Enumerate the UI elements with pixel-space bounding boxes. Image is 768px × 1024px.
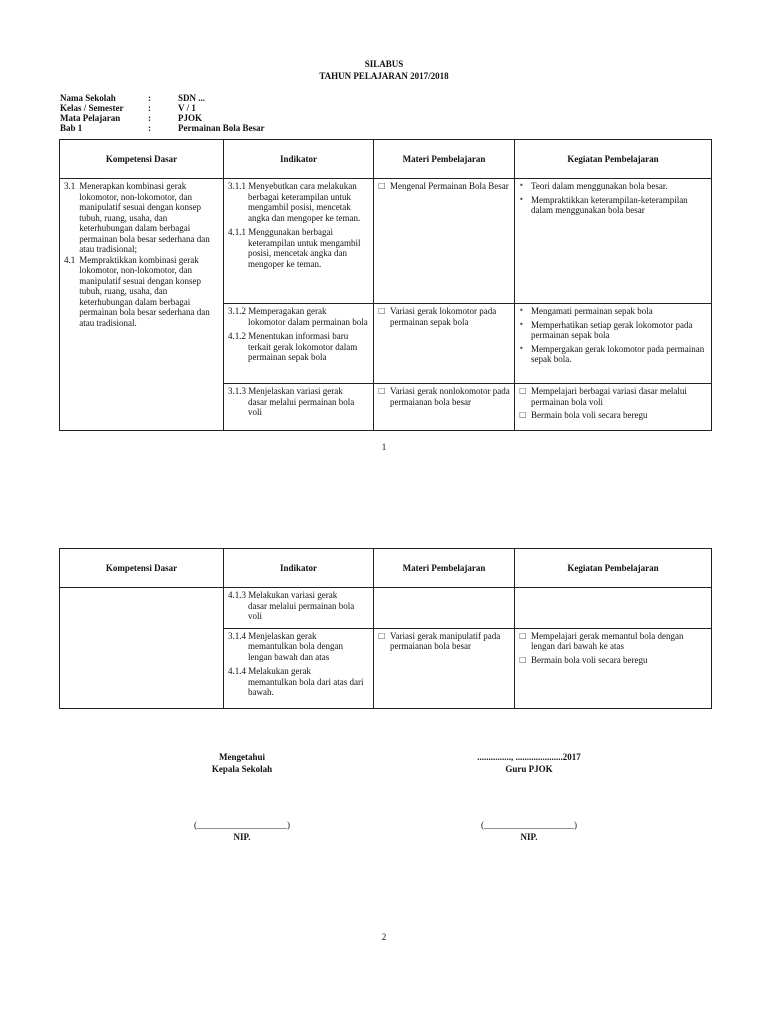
indikator-head: 3.1.4 Menjelaskan gerak <box>228 630 317 641</box>
list-item-text: Teori dalam menggunakan bola besar. <box>531 181 668 191</box>
indikator-head: 3.1.3 Menjelaskan variasi gerak <box>228 386 343 396</box>
metadata-row <box>60 123 265 133</box>
column-header: Materi Pembelajaran <box>374 140 515 179</box>
signature-caption: Mengetahui <box>219 752 265 762</box>
indikator-body: dasar melalui permainan bola voli <box>248 600 355 621</box>
list-item-text: Mempelajari berbagai variasi dasar melalui permainan bola voli <box>531 386 687 407</box>
table-row <box>60 179 712 304</box>
column-header: Kompetensi Dasar <box>60 140 224 179</box>
indikator-body: lokomotor dalam permainan bola <box>248 316 368 327</box>
metadata-colon: : <box>148 103 151 113</box>
kompetensi-text: Mempraktikkan kombinasi gerak lokomotor, non-lokomotor, dan manipulatif sesuai dengan konsep tubuh, ruang, usaha, dan keterhubungan dalam berbagai permainan bola besar sederhana dan atau tradisional. <box>79 254 210 328</box>
column-header: Indikator <box>224 140 374 179</box>
list-item-text: Mengenal Permainan Bola Besar <box>390 181 509 191</box>
indikator-head: 3.1.1 Menyebutkan cara melakukan <box>228 181 357 191</box>
metadata-key: Mata Pelajaran <box>60 113 121 123</box>
kompetensi-item <box>64 255 219 329</box>
list-item <box>519 320 707 341</box>
metadata-row <box>60 103 265 113</box>
list-item <box>378 181 510 192</box>
signature-blank: (____________________) <box>481 820 577 830</box>
page-number: 1 <box>381 442 387 452</box>
list-item <box>519 386 707 407</box>
kegiatan-cell <box>515 304 712 384</box>
signature-blank: (____________________) <box>194 820 290 830</box>
indikator-head: 4.1.2 Menentukan informasi baru <box>228 331 349 341</box>
list-item-text: Bermain bola voli secara beregu <box>531 410 648 420</box>
metadata-value: V / 1 <box>178 103 196 113</box>
materi-cell <box>374 628 515 708</box>
materi-cell <box>374 304 515 384</box>
list-item-text: Memperhatikan setiap gerak lokomotor pada permainan sepak bola <box>531 319 693 340</box>
column-header: Kegiatan Pembelajaran <box>515 549 712 588</box>
column-header: Kegiatan Pembelajaran <box>515 140 712 179</box>
kegiatan-cell <box>515 179 712 304</box>
list-item-text: Variasi gerak lokomotor pada permainan sepak bola <box>390 306 497 327</box>
kompetensi-number: 4.1 <box>64 254 76 265</box>
list-item-text: Mempergakan gerak lokomotor pada permainan sepak bola. <box>531 343 705 364</box>
kegiatan-cell <box>515 384 712 431</box>
indikator-item <box>228 181 369 223</box>
indikator-body: memantulkan bola dari atas dari bawah. <box>248 676 364 697</box>
indikator-item <box>228 631 369 663</box>
table-header-row <box>60 549 712 588</box>
list-item-text: Bermain bola voli secara beregu <box>531 654 648 665</box>
metadata-value: Permainan Bola Besar <box>178 123 265 133</box>
kompetensi-text: Menerapkan kombinasi gerak lokomotor, non-lokomotor, dan manipulatif sesuai dengan konsep tubuh, ruang, usaha, dan keterhubungan dalam berbagai permainan bola besar sederhana dan atau tradisional; <box>79 181 210 254</box>
list-item-text: Variasi gerak nonlokomotor pada permaianan bola besar <box>390 386 510 407</box>
signature-block-headmaster <box>180 751 304 843</box>
column-header: Indikator <box>224 549 374 588</box>
column-header: Materi Pembelajaran <box>374 549 515 588</box>
list-item <box>519 410 707 421</box>
metadata-colon: : <box>148 113 151 123</box>
bullet-icon: • <box>519 181 524 190</box>
checkbox-icon: □ <box>519 386 527 395</box>
checkbox-icon: □ <box>378 181 386 190</box>
signature-role: Kepala Sekolah <box>211 764 273 774</box>
list-item <box>519 181 707 192</box>
metadata-row <box>60 93 265 103</box>
list-item <box>519 631 707 652</box>
metadata-value: SDN ... <box>178 93 206 103</box>
bullet-icon: • <box>519 343 524 353</box>
indikator-cell <box>224 384 374 431</box>
kegiatan-cell <box>515 628 712 708</box>
checkbox-icon: □ <box>378 630 386 640</box>
bullet-icon: • <box>519 306 524 315</box>
kompetensi-number: 3.1 <box>64 181 76 191</box>
indikator-head: 4.1.3 Melakukan variasi gerak <box>228 590 338 600</box>
list-item <box>519 655 707 666</box>
indikator-item <box>228 666 369 698</box>
indikator-body: berbagai keterampilan untuk mengambil posisi, mencetak angka dan mengoper ke teman. <box>248 191 361 223</box>
indikator-item <box>228 386 369 418</box>
nip-label: NIP. <box>520 832 538 842</box>
bullet-icon: • <box>519 319 524 329</box>
indikator-body: memantulkan bola dengan lengan bawah dan atas <box>248 641 343 662</box>
kompetensi-dasar-cell <box>60 588 224 709</box>
kegiatan-cell <box>515 588 712 629</box>
indikator-body: terkait gerak lokomotor dalam permainan sepak bola <box>248 341 358 362</box>
kompetensi-dasar-cell <box>60 179 224 431</box>
list-item <box>519 195 707 216</box>
signature-date: ..............., .....................2017 <box>477 752 581 762</box>
list-item <box>378 631 510 652</box>
list-item <box>519 306 707 317</box>
metadata-key: Nama Sekolah <box>60 93 116 103</box>
column-header: Kompetensi Dasar <box>60 549 224 588</box>
indikator-item <box>228 331 369 363</box>
indikator-head: 4.1.1 Menggunakan berbagai <box>228 227 333 237</box>
page-title: SILABUS <box>364 59 404 69</box>
indikator-head: 4.1.4 Melakukan gerak <box>228 666 311 676</box>
signature-block-teacher <box>465 751 593 843</box>
metadata-key: Bab 1 <box>60 123 83 133</box>
indikator-item <box>228 306 369 327</box>
indikator-body: keterampilan untuk mengambil posisi, mencetak angka dan mengoper ke teman. <box>248 237 361 269</box>
checkbox-icon: □ <box>519 410 527 419</box>
list-item-text: Variasi gerak manipulatif pada permaianan bola besar <box>390 630 501 651</box>
list-item <box>378 386 510 407</box>
list-item-text: Mempelajari gerak memantul bola dengan lengan dari bawah ke atas <box>531 630 684 651</box>
list-item <box>378 306 510 327</box>
materi-cell <box>374 384 515 431</box>
indikator-cell <box>224 588 374 629</box>
list-item <box>519 344 707 365</box>
metadata-colon: : <box>148 123 151 133</box>
bullet-icon: • <box>519 194 524 204</box>
nip-label: NIP. <box>233 832 251 842</box>
list-item-text: Mengamati permainan sepak bola <box>531 306 653 316</box>
table-row <box>60 588 712 629</box>
page-subtitle: TAHUN PELAJARAN 2017/2018 <box>319 71 449 81</box>
metadata-key: Kelas / Semester <box>60 103 124 113</box>
table-header-row <box>60 140 712 179</box>
syllabus-table-2 <box>59 548 712 709</box>
signature-role: Guru PJOK <box>505 764 553 774</box>
checkbox-icon: □ <box>519 630 527 640</box>
list-item-text: Mempraktikkan keterampilan-keterampilan dalam menggunakan bola besar <box>531 194 688 215</box>
metadata-value: PJOK <box>178 113 202 123</box>
metadata-row <box>60 113 265 123</box>
checkbox-icon: □ <box>378 306 386 315</box>
materi-cell <box>374 588 515 629</box>
kompetensi-item <box>64 181 219 255</box>
indikator-item <box>228 590 369 622</box>
syllabus-table-1 <box>59 139 712 431</box>
metadata-table <box>60 93 265 133</box>
indikator-head: 3.1.2 Memperagakan gerak <box>228 306 327 316</box>
indikator-cell <box>224 179 374 304</box>
checkbox-icon: □ <box>519 654 527 664</box>
indikator-cell <box>224 628 374 708</box>
indikator-item <box>228 227 369 269</box>
page-number: 2 <box>381 932 387 942</box>
metadata-colon: : <box>148 93 151 103</box>
materi-cell <box>374 179 515 304</box>
indikator-cell <box>224 304 374 384</box>
checkbox-icon: □ <box>378 386 386 395</box>
indikator-body: dasar melalui permainan bola voli <box>248 396 355 417</box>
